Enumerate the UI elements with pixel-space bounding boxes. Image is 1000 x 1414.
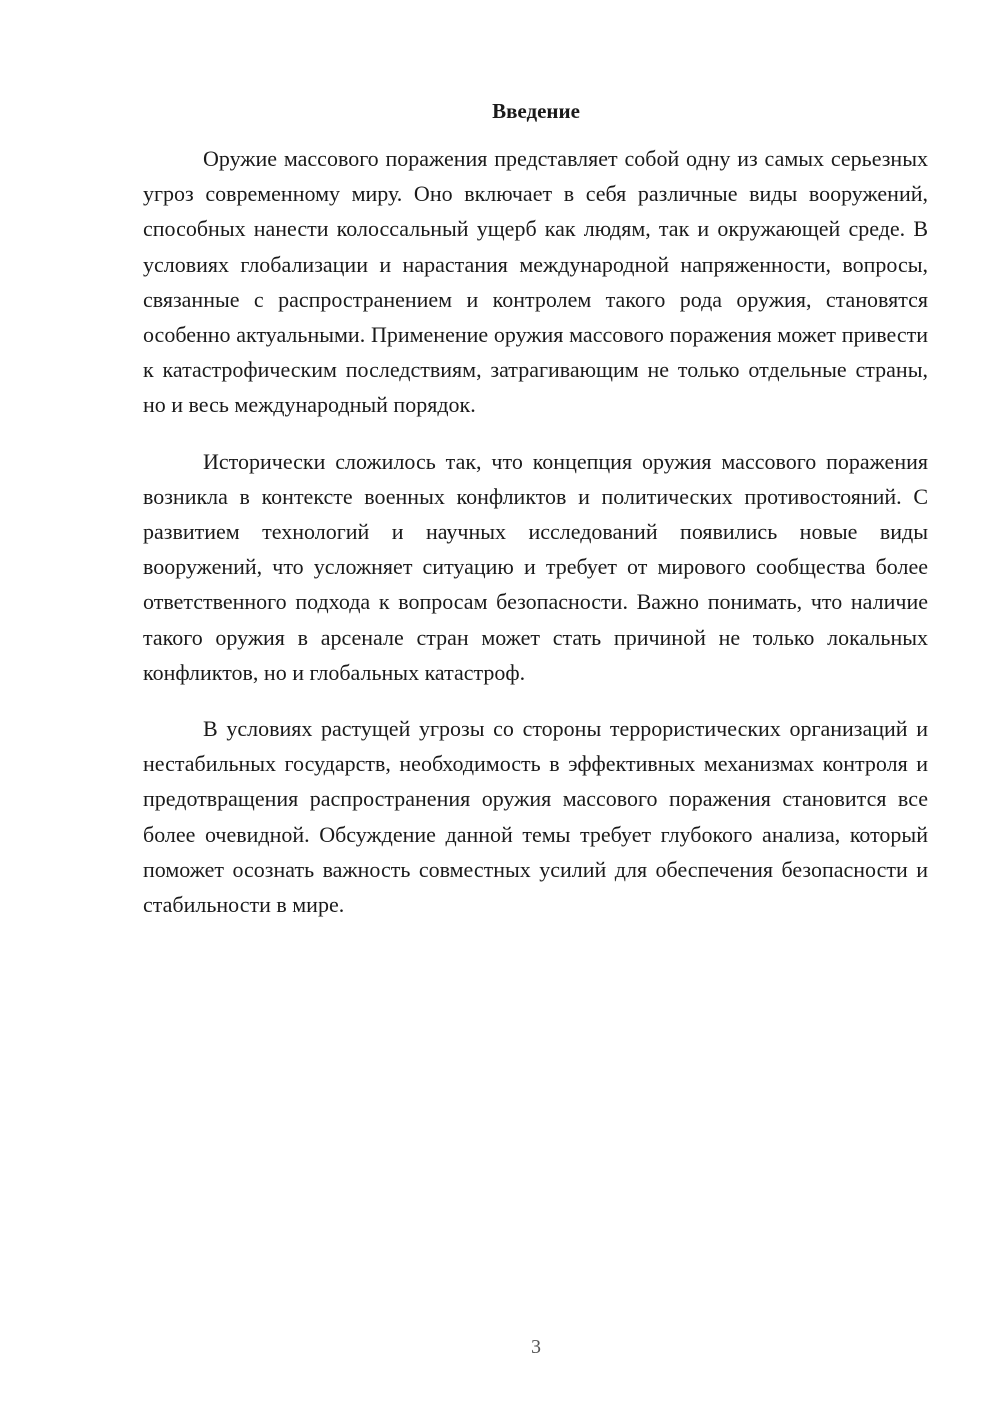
page-title: Введение [492, 99, 580, 123]
paragraph-1: Оружие массового поражения представляет собой одну из самых серьезных угроз современному миру. Оно включает в себя различные виды вооружений, способных нанести колоссальный ущерб как людям, так и окружающей среде. В условиях глобализации и нарастания международной напряженности, вопросы, связанные с распространением и контролем такого рода оружия, становятся особенно актуальными. Применение оружия массового поражения может привести к катастрофическим последствиям, затрагивающим не только отдельные страны, но и весь международный порядок. [143, 146, 928, 418]
document-body [143, 141, 928, 922]
paragraph-2: Исторически сложилось так, что концепция оружия массового поражения возникла в контексте военных конфликтов и политических противостояний. С развитием технологий и научных исследований появились новые виды вооружений, что усложняет ситуацию и требует от мирового сообщества более ответственного подхода к вопросам безопасности. Важно понимать, что наличие такого оружия в арсенале стран может стать причиной не только локальных конфликтов, но и глобальных катастроф. [143, 448, 928, 685]
paragraph-3: В условиях растущей угрозы со стороны террористических организаций и нестабильных государств, необходимость в эффективных механизмах контроля и предотвращения распространения оружия массового поражения становится все более очевидной. Обсуждение данной темы требует глубокого анализа, который поможет осознать важность совместных усилий для обеспечения безопасности и стабильности в мире. [143, 716, 928, 918]
page-number: 3 [531, 1336, 541, 1358]
